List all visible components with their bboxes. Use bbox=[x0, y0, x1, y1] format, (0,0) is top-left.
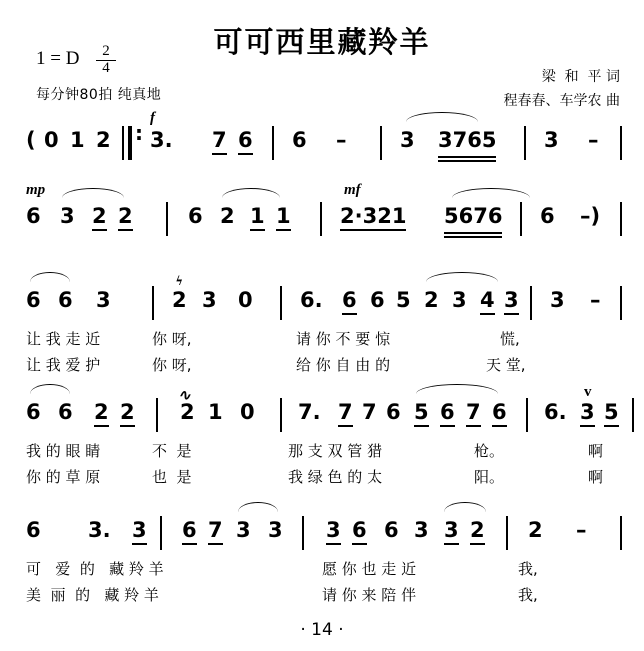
repeat-dots: : bbox=[135, 121, 143, 145]
note: 3 bbox=[504, 288, 519, 315]
note: – bbox=[576, 518, 587, 542]
note: 7 bbox=[362, 400, 377, 424]
slur bbox=[416, 384, 498, 394]
note: 6 bbox=[440, 400, 455, 427]
slur bbox=[238, 502, 278, 512]
note: – bbox=[590, 288, 601, 312]
lyric-line-2 bbox=[0, 584, 644, 606]
lyric-phrase: 啊 bbox=[588, 442, 604, 460]
note-group: 2·321 bbox=[340, 204, 406, 231]
note: 0 bbox=[44, 128, 59, 152]
tempo-marking: 每分钟80拍 纯真地 bbox=[36, 87, 162, 103]
note: 5 bbox=[396, 288, 411, 312]
lyric-phrase: 给 你 自 由 的 bbox=[296, 356, 391, 374]
note: 6 bbox=[188, 204, 203, 228]
notes-row bbox=[0, 518, 644, 552]
notes-row bbox=[0, 274, 644, 322]
barline bbox=[506, 516, 508, 550]
note: 6 bbox=[182, 518, 197, 545]
note: 6. bbox=[544, 400, 567, 424]
note: 2 bbox=[120, 400, 135, 427]
system-1 bbox=[0, 110, 644, 178]
note-group: 3765 bbox=[438, 128, 496, 158]
barline bbox=[380, 126, 382, 160]
note: 6 bbox=[370, 288, 385, 312]
note: 1 bbox=[70, 128, 85, 152]
barline bbox=[156, 398, 158, 432]
note: 3 bbox=[326, 518, 341, 545]
barline bbox=[152, 286, 154, 320]
note-group: 5676 bbox=[444, 204, 502, 234]
barline bbox=[280, 398, 282, 432]
lyric-phrase: 那 支 双 管 猎 bbox=[288, 442, 383, 460]
lyric-phrase: 愿 你 也 走 近 bbox=[322, 560, 417, 578]
note: 3 bbox=[444, 518, 459, 545]
note: 6 bbox=[58, 288, 73, 312]
note: 3. bbox=[150, 128, 173, 152]
lyric-phrase: 我 绿 色 的 太 bbox=[288, 468, 383, 486]
barline bbox=[620, 286, 622, 320]
lyric-phrase: 枪。 bbox=[474, 442, 505, 460]
slur bbox=[62, 188, 124, 198]
lyric-line-1 bbox=[0, 558, 644, 580]
note: 2 bbox=[172, 288, 187, 312]
dynamic-mezzo-forte: mf bbox=[344, 182, 361, 198]
note: – bbox=[336, 128, 347, 152]
system-3 bbox=[0, 274, 644, 380]
time-signature bbox=[96, 44, 116, 77]
barline bbox=[302, 516, 304, 550]
note: 1 bbox=[250, 204, 265, 231]
note: 6 bbox=[292, 128, 307, 152]
note: 3 bbox=[544, 128, 559, 152]
note: 6 bbox=[352, 518, 367, 545]
note: 7 bbox=[338, 400, 353, 427]
note: 2 bbox=[424, 288, 439, 312]
note: 5 bbox=[604, 400, 619, 427]
slur bbox=[30, 384, 70, 394]
note: ( bbox=[26, 128, 36, 152]
notes-row bbox=[0, 384, 644, 434]
note: 3. bbox=[88, 518, 111, 542]
note: 2 bbox=[470, 518, 485, 545]
barline bbox=[122, 126, 124, 160]
barline bbox=[520, 202, 522, 236]
barline bbox=[320, 202, 322, 236]
lyric-line-1 bbox=[0, 440, 644, 462]
note: 3 bbox=[132, 518, 147, 545]
repeat-barline-thick bbox=[128, 126, 132, 160]
note: 6 bbox=[492, 400, 507, 427]
note: 6. bbox=[300, 288, 323, 312]
slur bbox=[444, 502, 486, 512]
breath-mark-icon: v bbox=[584, 384, 592, 400]
note: 6 bbox=[342, 288, 357, 315]
lyric-phrase: 我, bbox=[518, 586, 538, 604]
note: 6 bbox=[386, 400, 401, 424]
barline bbox=[280, 286, 282, 320]
lyric-phrase: 你 呀, bbox=[152, 356, 192, 374]
note: 3 bbox=[414, 518, 429, 542]
lyric-phrase: 你 的 草 原 bbox=[26, 468, 101, 486]
note: – bbox=[588, 128, 599, 152]
lyric-phrase: 不 是 bbox=[152, 442, 192, 460]
note: 6 bbox=[58, 400, 73, 424]
note: 1 bbox=[208, 400, 223, 424]
note: 6 bbox=[26, 204, 41, 228]
lyric-phrase: 慌, bbox=[500, 330, 520, 348]
note: 5 bbox=[414, 400, 429, 427]
note: 3 bbox=[202, 288, 217, 312]
dynamic-forte: f bbox=[150, 110, 155, 126]
note: 3 bbox=[550, 288, 565, 312]
slur bbox=[426, 272, 498, 282]
lyric-phrase: 天 堂, bbox=[486, 356, 526, 374]
lyric-phrase: 请 你 不 要 惊 bbox=[296, 330, 391, 348]
lyric-phrase: 让 我 爱 护 bbox=[26, 356, 101, 374]
slur bbox=[30, 272, 70, 282]
page-title: 可可西里藏羚羊 bbox=[213, 25, 431, 59]
note: 4 bbox=[480, 288, 495, 315]
note: 2 bbox=[220, 204, 235, 228]
lyric-phrase: 我, bbox=[518, 560, 538, 578]
note: 0 bbox=[240, 400, 255, 424]
slur bbox=[452, 188, 530, 198]
lyric-phrase: 你 呀, bbox=[152, 330, 192, 348]
note: 3 bbox=[268, 518, 283, 542]
lyric-phrase: 我 的 眼 睛 bbox=[26, 442, 101, 460]
barline bbox=[620, 126, 622, 160]
note: 2 bbox=[528, 518, 543, 542]
note: 6 bbox=[26, 400, 41, 424]
note: 6 bbox=[26, 518, 41, 542]
lyric-phrase: 美 丽 的 藏 羚 羊 bbox=[26, 586, 159, 604]
notes-row bbox=[0, 182, 644, 238]
page-number: · 14 · bbox=[300, 620, 344, 640]
note: 7. bbox=[298, 400, 321, 424]
barline bbox=[632, 398, 634, 432]
system-5 bbox=[0, 518, 644, 610]
time-signature-numerator: 2 bbox=[96, 44, 116, 61]
notes-row bbox=[0, 110, 644, 162]
note: 6 bbox=[238, 128, 253, 155]
note: –) bbox=[580, 204, 601, 228]
note: 1 bbox=[276, 204, 291, 231]
lyric-phrase: 可 爱 的 藏 羚 羊 bbox=[26, 560, 164, 578]
lyric-phrase: 让 我 走 近 bbox=[26, 330, 101, 348]
dynamic-mezzo-piano: mp bbox=[26, 182, 46, 198]
note: 6 bbox=[26, 288, 41, 312]
lyric-phrase: 请 你 来 陪 伴 bbox=[322, 586, 417, 604]
slur bbox=[406, 112, 478, 122]
note: 3 bbox=[400, 128, 415, 152]
composer-credit: 程春春、车学农 曲 bbox=[503, 93, 620, 109]
key-signature: 1 = D bbox=[36, 48, 80, 69]
barline bbox=[620, 202, 622, 236]
lyric-phrase: 也 是 bbox=[152, 468, 192, 486]
note: 3 bbox=[580, 400, 595, 427]
note: 6 bbox=[384, 518, 399, 542]
note: 2 bbox=[118, 204, 133, 231]
barline bbox=[620, 516, 622, 550]
barline bbox=[166, 202, 168, 236]
barline bbox=[526, 398, 528, 432]
barline bbox=[160, 516, 162, 550]
lyric-phrase: 啊 bbox=[588, 468, 604, 486]
slur bbox=[222, 188, 280, 198]
note: 0 bbox=[238, 288, 253, 312]
mordent-icon: ∿ bbox=[178, 388, 191, 404]
barline bbox=[524, 126, 526, 160]
system-4 bbox=[0, 384, 644, 492]
grace-mark: ϟ bbox=[176, 274, 183, 289]
lyric-phrase: 阳。 bbox=[474, 468, 505, 486]
note: 6 bbox=[540, 204, 555, 228]
note: 3 bbox=[60, 204, 75, 228]
note: 7 bbox=[466, 400, 481, 427]
note: 2 bbox=[94, 400, 109, 427]
lyric-line-1 bbox=[0, 328, 644, 350]
note: 2 bbox=[92, 204, 107, 231]
note: 2 bbox=[96, 128, 111, 152]
note: 3 bbox=[236, 518, 251, 542]
lyricist-credit: 梁 和 平 词 bbox=[541, 69, 620, 85]
barline bbox=[272, 126, 274, 160]
note: 7 bbox=[208, 518, 223, 545]
barline bbox=[530, 286, 532, 320]
lyric-line-2 bbox=[0, 466, 644, 488]
time-signature-denominator: 4 bbox=[102, 59, 110, 76]
lyric-line-2 bbox=[0, 354, 644, 376]
note: 3 bbox=[452, 288, 467, 312]
system-2 bbox=[0, 182, 644, 254]
note: 2 bbox=[180, 400, 195, 424]
note: 3 bbox=[96, 288, 111, 312]
note: 7 bbox=[212, 128, 227, 155]
